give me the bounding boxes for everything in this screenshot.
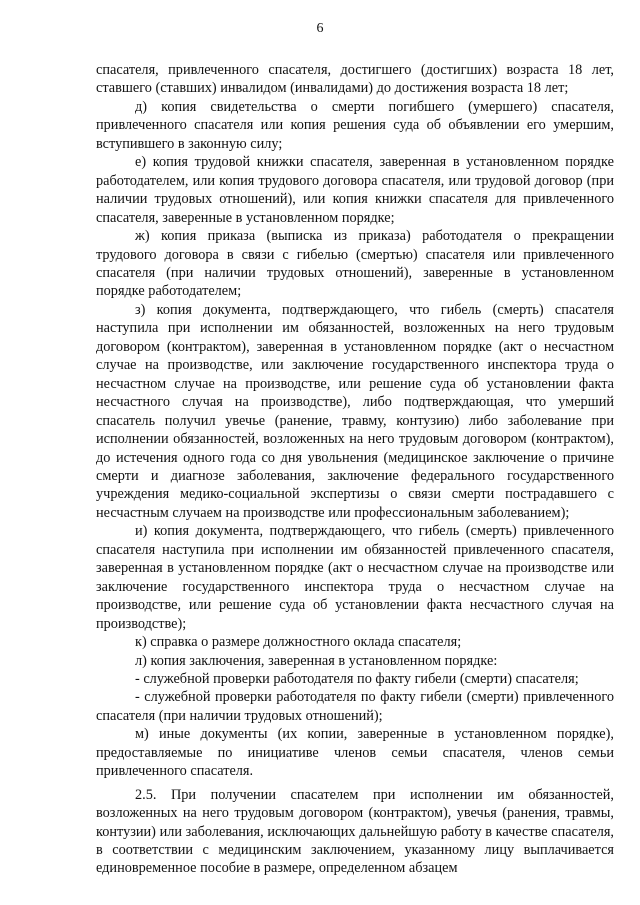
document-body (96, 61, 614, 878)
paragraph-item-e: е) копия трудовой книжки спасателя, заверенная в установленном порядке работодателем, или копия трудового договора спасателя, или трудовой договор (при наличии трудовых отношений), или копия книжки спасателя для привлеченного спасателя, заверенные в установленном порядке; (96, 154, 614, 226)
paragraph-item-k: к) справка о размере должностного оклада спасателя; (135, 634, 462, 651)
paragraph-item-d: д) копия свидетельства о смерти погибшего (умершего) спасателя, привлеченного спасателя или копия решения суда об объявлении его умершим, вступившего в законную силу; (96, 98, 614, 152)
paragraph-subitem-1: - служебной проверки работодателя по факту гибели (смерти) спасателя; (135, 670, 579, 687)
page-number: 6 (316, 21, 324, 36)
paragraph-item-l: л) копия заключения, заверенная в установленном порядке: (135, 652, 498, 669)
paragraph-section-2-5: 2.5. При получении спасателем при исполнении им обязанностей, возложенных на него трудовым договором (контрактом), увечья (ранения, травмы, контузии) или заболевания, исключающих дальнейшую работу в качестве спасателя, в соответствии с медицинским заключением, указанному лицу выплачивается единовременное пособие в размере, определенном абзацем (96, 786, 614, 877)
paragraph-continuation: спасателя, привлеченного спасателя, достигшего (достигших) возраста 18 лет, ставшего (ставших) инвалидом (инвалидами) до достижения возраста 18 лет; (96, 62, 614, 97)
paragraph-item-m: м) иные документы (их копии, заверенные в установленном порядке), предоставляемые по инициативе членов семьи спасателя, членов семьи привлеченного спасателя. (96, 726, 614, 780)
paragraph-item-zh: ж) копия приказа (выписка из приказа) работодателя о прекращении трудового договора в связи с гибелью (смертью) спасателя или привлеченного спасателя (при наличии трудовых отношений), заверенные в установленном порядке работодателем; (96, 228, 614, 300)
paragraph-subitem-2: - служебной проверки работодателя по факту гибели (смерти) привлеченного спасателя (при наличии трудовых отношений); (96, 689, 614, 724)
paragraph-item-i: и) копия документа, подтверждающего, что гибель (смерть) привлеченного спасателя наступила при исполнении им обязанностей привлеченного спасателя, заверенная в установленном порядке (акт о несчастном случае на производстве или заключение государственного инспектора труда о несчастном случае на производстве, или решение суда об установлении факта несчастного случая на производстве); (96, 523, 614, 632)
paragraph-item-z: з) копия документа, подтверждающего, что гибель (смерть) спасателя наступила при исполнении им обязанностей, возложенных на него трудовым договором (контрактом), заверенная в установленном порядке (акт о несчастном случае на производстве, или заключение государственного инспектора труда о несчастном случае на производстве, или решение суда об установлении факта несчастного случая на производстве), либо подтверждающая, что умерший спасатель получил увечье (ранение, травму, контузию) либо заболевание при исполнении обязанностей, возложенных на него трудовым договором (контрактом), до истечения одного года со дня увольнения (медицинское заключение о причине смерти и диагнозе заболевания, заключение федерального государственного учреждения медико-социальной экспертизы о связи смерти пострадавшего с несчастным случаем на производстве или профессиональным заболеванием); (96, 301, 614, 521)
